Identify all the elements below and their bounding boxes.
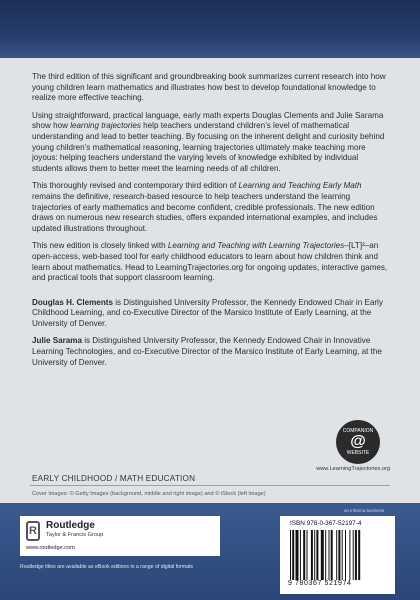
description-paragraph-3: This thoroughly revised and contemporary third edition of Learning and Teaching Early Math remains the definitive, research-based resource to help teachers understand the learning trajectories of early mathematics and become confident, credible professionals. The new edition draws on numerous new research studies, offers expanded international examples, and includes updated illustrations throughout. — [32, 181, 378, 233]
description-paragraph-1: The third edition of this significant and groundbreaking book summarizes current research into how young children learn mathematics and illustrates how best to develop foundational knowledge to realize more effective teaching. — [32, 72, 386, 103]
series-category: EARLY CHILDHOOD / MATH EDUCATION — [32, 474, 196, 483]
publisher-group: Taylor & Francis Group — [46, 532, 104, 538]
ebook-note: Routledge titles are available as eBook editions in a range of digital formats — [20, 564, 194, 570]
description-paragraph-2: Using straightforward, practical language, early math experts Douglas Clements and Julie Sarama show how learning trajectories help teachers understand children’s level of mathematical understanding and lead to better teaching. By focusing on the inherent delight and curiosity behind young children’s mathematical reasoning, learning trajectories ultimately make teaching more joyous: helping teachers understand the varying levels of knowledge exhibited by individual students allows them to better meet the learning needs of all children. — [32, 110, 385, 173]
cover-image-credit: Cover images: © Getty Images (background, middle and right image) and © iStock (left image) — [32, 491, 266, 497]
informa-tagline: an informa business — [344, 508, 385, 513]
description-paragraph-4: This new edition is closely linked with Learning and Teaching with Learning Trajectories–[LT]²–an open-access, web-based tool for early childhood educators to learn about how children think and learn about mathematics. Head to LearningTrajectories.org for ongoing updates, interactive games, and practical tools that support classroom learning. — [32, 241, 388, 283]
barcode-stripe — [296, 530, 299, 580]
publisher-name: Routledge — [46, 520, 95, 531]
barcode-stripe — [314, 530, 315, 580]
barcode-stripe — [338, 530, 340, 580]
barcode-stripe — [355, 530, 357, 580]
barcode-block — [280, 516, 395, 594]
barcode-icon — [290, 530, 386, 580]
barcode-stripe — [336, 530, 337, 580]
barcode-stripe — [290, 530, 291, 580]
back-cover-text — [32, 72, 388, 375]
companion-website-url[interactable]: www.LearningTrajectories.org — [316, 466, 390, 472]
barcode-stripe — [331, 530, 333, 580]
companion-website-icon: COMPANION @ WEBSITE — [336, 420, 380, 464]
barcode-stripe — [300, 530, 301, 580]
barcode-stripe — [342, 530, 343, 580]
top-color-band — [0, 0, 420, 58]
publisher-logo-block — [20, 516, 220, 556]
barcode-stripe — [345, 530, 346, 580]
routledge-logo-icon: R — [26, 521, 40, 541]
barcode-stripe — [358, 530, 360, 580]
barcode-stripe — [353, 530, 354, 580]
barcode-stripe — [307, 530, 308, 580]
divider — [30, 485, 390, 486]
isbn-text: ISBN 978-0-367-52197-4 — [290, 520, 362, 527]
barcode-stripe — [321, 530, 324, 580]
barcode-stripe — [316, 530, 318, 580]
barcode-stripe — [329, 530, 330, 580]
barcode-stripe — [325, 530, 326, 580]
publisher-url[interactable]: www.routledge.com — [26, 545, 75, 551]
barcode-digits: 9 780367 521974 — [288, 580, 352, 587]
barcode-stripe — [349, 530, 350, 580]
barcode-stripe — [311, 530, 313, 580]
barcode-stripe — [303, 530, 305, 580]
barcode-stripe — [292, 530, 294, 580]
author-bio-clements: Douglas H. Clements is Distinguished University Professor, the Kennedy Endowed Chair in Early Childhood Learning, and co-Executive Director of the Marsico Institute of Early Learning, at the University of Denver. — [32, 297, 383, 328]
author-bio-sarama: Julie Sarama is Distinguished University Professor, the Kennedy Endowed Chair in Innovative Learning Technologies, and co-Executive Director of the Marsico Institute of Early Learning, at the University of Denver. — [32, 336, 382, 367]
